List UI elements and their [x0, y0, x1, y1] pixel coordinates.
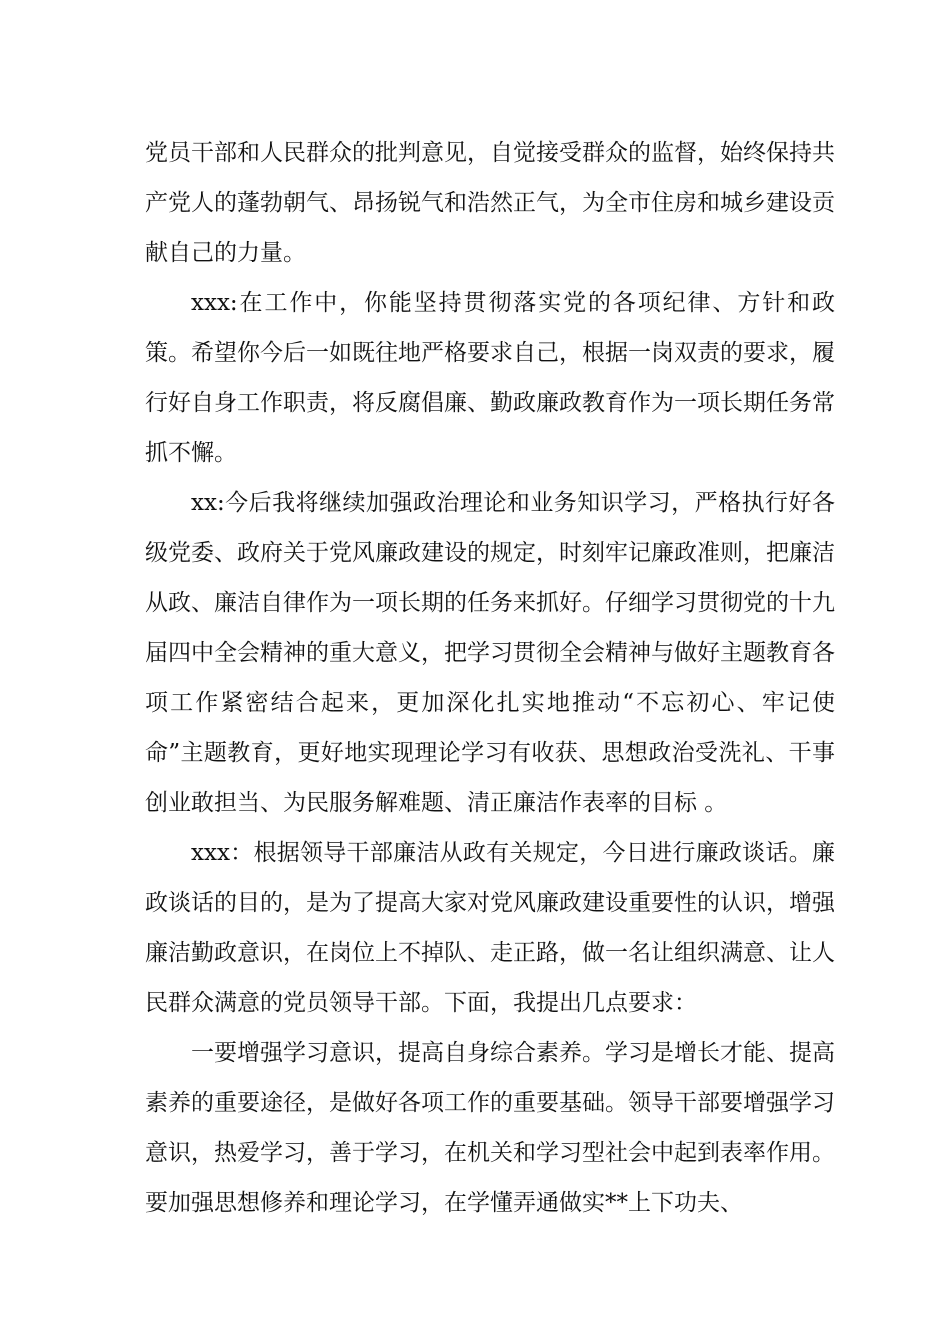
document-body	[145, 128, 835, 1228]
paragraph-3: xx:今后我将继续加强政治理论和业务知识学习，严格执行好各级党委、政府关于党风廉政建设的规定，时刻牢记廉政准则，把廉洁从政、廉洁自律作为一项长期的任务来抓好。仔细学习贯彻党的十九届四中全会精神的重大意义，把学习贯彻全会精神与做好主题教育各项工作紧密结合起来，更加深化扎实地推动“不忘初心、牢记使命”主题教育，更好地实现理论学习有收获、思想政治受洗礼、干事创业敢担当、为民服务解难题、清正廉洁作表率的目标 。	[145, 490, 835, 816]
paragraph-2: xxx:在工作中，你能坚持贯彻落实党的各项纪律、方针和政策。希望你今后一如既往地严格要求自己，根据一岗双责的要求，履行好自身工作职责，将反腐倡廉、勤政廉政教育作为一项长期任务常抓不懈。	[145, 290, 835, 466]
paragraph-1: 党员干部和人民群众的批判意见，自觉接受群众的监督，始终保持共产党人的蓬勃朝气、昂扬锐气和浩然正气，为全市住房和城乡建设贡献自己的力量。	[145, 140, 835, 266]
paragraph-4: xxx：根据领导干部廉洁从政有关规定，今日进行廉政谈话。廉政谈话的目的，是为了提高大家对党风廉政建设重要性的认识，增强廉洁勤政意识，在岗位上不掉队、走正路，做一名让组织满意、让人民群众满意的党员领导干部。下面，我提出几点要求：	[145, 840, 835, 1016]
paragraph-5: 一要增强学习意识，提高自身综合素养。学习是增长才能、提高素养的重要途径，是做好各项工作的重要基础。领导干部要增强学习意识，热爱学习，善于学习，在机关和学习型社会中起到表率作用。要加强思想修养和理论学习，在学懂弄通做实**上下功夫、	[145, 1040, 835, 1216]
